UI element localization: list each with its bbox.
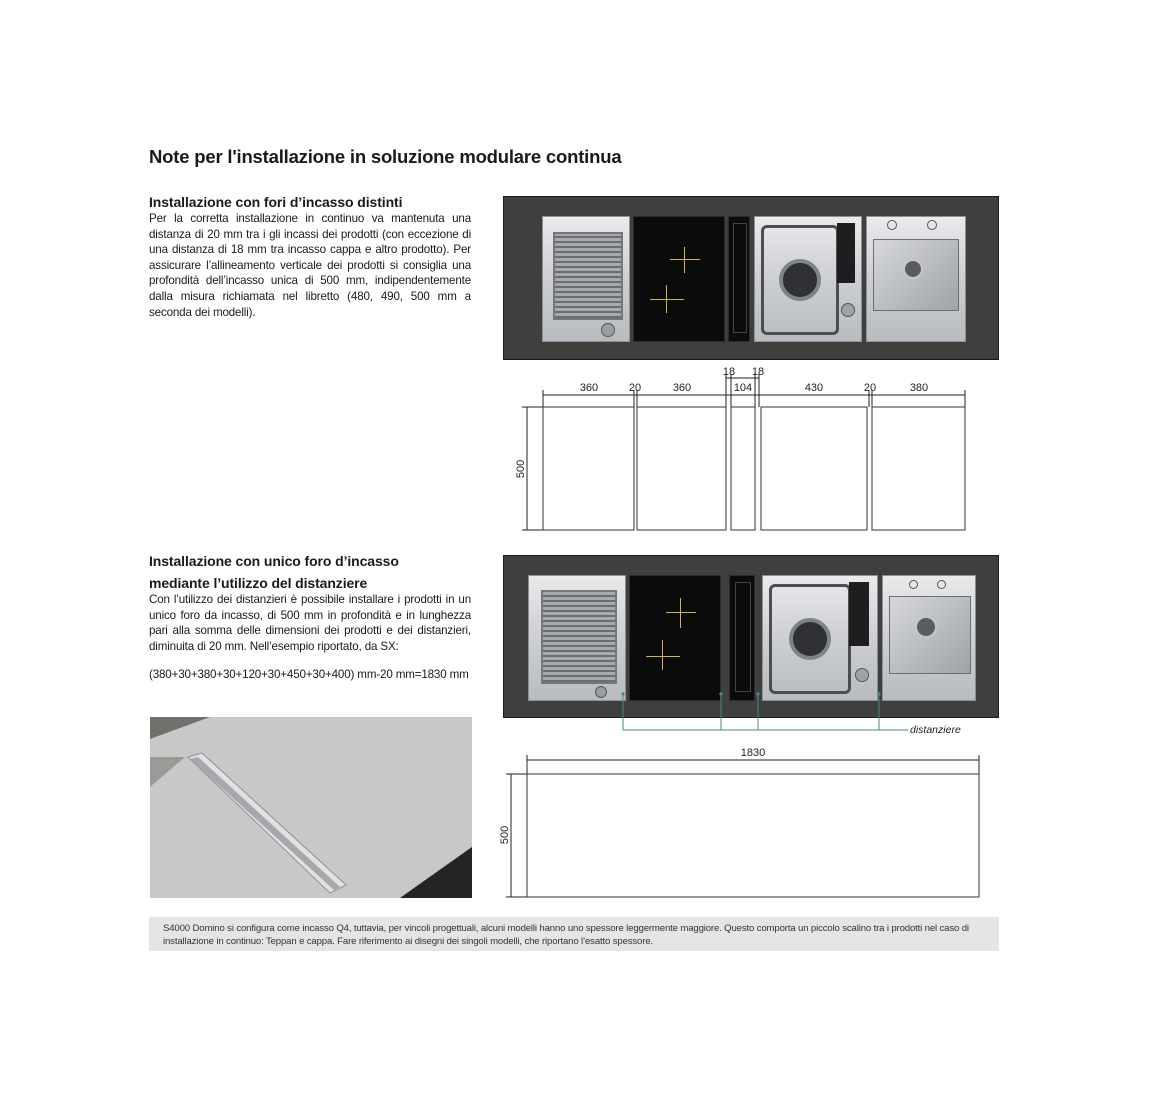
dim-gap-1: 20 — [628, 382, 642, 394]
gas-wok-module — [754, 216, 862, 342]
dim-width-1: 360 — [579, 382, 599, 394]
induction-module-2 — [629, 575, 721, 701]
dim-gap-3: 18 — [751, 366, 765, 378]
cutout-1 — [543, 407, 634, 530]
section1-body: Per la corretta installazione in continuo va mantenuta una distanza di 20 mm tra i gli incassi dei prodotti (con eccezione di una distanza di 18 mm tra incasso cappa e altro prodotto). Per assicurare l’allineamento verticale dei prodotti si consiglia una profondità dell’incasso unica di 500 mm, indipendentemente dalla misura richiamata nel libretto (480, 490, 500 mm a seconda dei modelli). — [149, 212, 471, 319]
spacer-installation-photo — [150, 717, 472, 898]
sink-module-2 — [882, 575, 976, 701]
single-cutout-diagram — [495, 742, 995, 904]
section1-title: Installazione con fori d’incasso distinti — [149, 194, 403, 210]
single-cutout-rect — [527, 774, 979, 897]
grill-module-2 — [528, 575, 626, 701]
cutout-4 — [761, 407, 867, 530]
spacer-label: distanziere — [910, 724, 961, 736]
cutout-dimensions-diagram — [503, 362, 999, 538]
dim-gap-2: 18 — [722, 366, 736, 378]
dim-width-4: 430 — [804, 382, 824, 394]
dim-depth: 500 — [515, 459, 527, 479]
gas-wok-module-2 — [762, 575, 878, 701]
product-row-photo-separate — [503, 196, 999, 360]
induction-module — [633, 216, 725, 342]
spacer-leader-lines — [600, 688, 980, 738]
section2-title-line1: Installazione con unico foro d’incasso — [149, 553, 399, 569]
downdraft-hood-module — [728, 216, 750, 342]
section2-formula: (380+30+380+30+120+30+450+30+400) mm-20 mm=1830 mm — [149, 668, 469, 681]
dim-gap-4: 20 — [863, 382, 877, 394]
cutout-rectangles — [543, 407, 965, 530]
section2-body: Con l’utilizzo dei distanzieri è possibile installare i prodotti in un unico foro da incasso, di 500 mm in profondità e in lunghezza pari alla somma delle dimensioni dei prodotti e dei distanzieri, diminuita di 20 mm. Nell’esempio riportato, da SX: — [149, 593, 471, 653]
dim-width-3: 104 — [733, 382, 753, 394]
dim-width-2: 360 — [672, 382, 692, 394]
dim-width-5: 380 — [909, 382, 929, 394]
dim-total-width: 1830 — [740, 747, 766, 759]
cutout-2 — [637, 407, 726, 530]
dim-total-depth: 500 — [499, 825, 511, 845]
downdraft-hood-module-2 — [729, 575, 755, 701]
cutout-5 — [872, 407, 965, 530]
grill-module — [542, 216, 630, 342]
sink-module — [866, 216, 966, 342]
cutout-3 — [731, 407, 755, 530]
page-title: Note per l'installazione in soluzione modulare continua — [149, 146, 622, 167]
dimension-lines — [522, 374, 965, 530]
section2-title-line2: mediante l’utilizzo del distanziere — [149, 575, 368, 591]
thickness-note: S4000 Domino si configura come incasso Q4, tuttavia, per vincoli progettuali, alcuni modelli hanno uno spessore leggermente maggiore. Questo comporta un piccolo scalino tra i prodotti nel caso di installazione in continuo: Teppan e cappa. Fare riferimento ai disegni dei singoli modelli, che riportano l’esatto spessore. — [149, 917, 999, 951]
